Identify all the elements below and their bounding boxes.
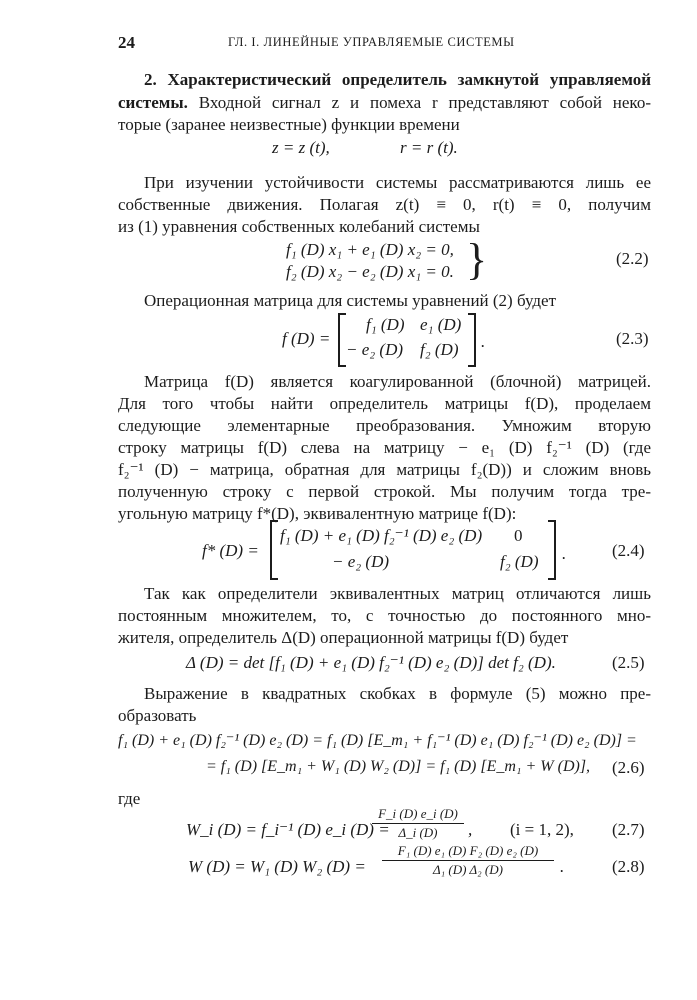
equation-2-8-number: (2.8) <box>612 857 645 876</box>
paragraph-5-line-3: жителя, определитель Δ(D) операционной матрицы f(D) будет <box>118 628 569 647</box>
equation-2-8-lhs: W (D) = W₁ (D) W₂ (D) = <box>188 857 366 876</box>
equation-2-3-m11: f₁ (D) <box>366 315 405 334</box>
section-heading-continuation: системы. <box>118 93 188 112</box>
paragraph-2-line-1: При изучении устойчивости системы рассматриваются лишь ее <box>144 173 651 192</box>
equation-2-8-denominator: Δ₁ (D) Δ₂ (D) <box>433 862 503 877</box>
equation-2-2-line-2: f₂ (D) x₂ − e₂ (D) x₁ = 0. <box>286 262 454 281</box>
paragraph-2-line-3: из (1) уравнения собственных колебаний системы <box>118 217 480 236</box>
equation-2-4-m11: f₁ (D) + e₁ (D) f₂⁻¹ (D) e₂ (D) <box>280 526 483 545</box>
paragraph-4-line-3: следующие элементарные преобразования. Умножим вторую <box>118 416 651 435</box>
paragraph-6-line-2: образовать <box>118 706 197 725</box>
equation-2-5: Δ (D) = det [f₁ (D) + e₁ (D) f₂⁻¹ (D) e₂ (D)] det f₂ (D). <box>186 653 556 672</box>
equation-2-4-right-bracket <box>548 520 556 580</box>
where-word: где <box>118 789 141 808</box>
paragraph-4-line-1: Матрица f(D) является коагулированной (блочной) матрицей. <box>144 372 651 391</box>
equation-2-4-m22: f₂ (D) <box>500 552 539 571</box>
equation-2-5-number: (2.5) <box>612 653 645 672</box>
paragraph-4-line-2: Для того чтобы найти определитель матрицы f(D), проделаем <box>118 394 651 413</box>
paragraph-3: Операционная матрица для системы уравнений (2) будет <box>144 291 557 310</box>
paragraph-1-text: Входной сигнал z и помеха r представляют собой неко- <box>187 93 651 112</box>
equation-2-2-brace: } <box>466 235 488 284</box>
equation-2-3-m22: f₂ (D) <box>420 340 459 359</box>
equation-2-7-number: (2.7) <box>612 820 645 839</box>
equation-2-2-line-1: f₁ (D) x₁ + e₁ (D) x₂ = 0, <box>286 240 454 259</box>
equation-2-7-condition: (i = 1, 2), <box>510 820 574 839</box>
page-number: 24 <box>118 33 135 52</box>
fraction-bar <box>372 823 464 824</box>
equation-2-4-period: . <box>562 544 567 563</box>
equation-2-6-line-1: f₁ (D) + e₁ (D) f₂⁻¹ (D) e₂ (D) = f₁ (D) [E_m₁ + f₁⁻¹ (D) e₁ (D) f₂⁻¹ (D) e₂ (D)] = <box>118 732 637 749</box>
paragraph-1-line-2 <box>118 92 651 114</box>
equation-2-2-number: (2.2) <box>616 249 649 268</box>
equation-2-4-m12: 0 <box>514 526 523 545</box>
equation-2-8-period: . <box>560 857 565 876</box>
equation-2-7-lhs: W_i (D) = f_i⁻¹ (D) e_i (D) = <box>186 820 390 839</box>
equation-2-3-number: (2.3) <box>616 329 649 348</box>
equation-2-4-lhs: f* (D) = <box>202 541 259 560</box>
equation-r: r = r (t). <box>400 138 458 157</box>
equation-2-7-numerator: F_i (D) e_i (D) <box>378 806 458 821</box>
equation-2-3-left-bracket <box>338 313 346 367</box>
running-head <box>118 33 650 53</box>
equation-2-8-numerator: F₁ (D) e₁ (D) F₂ (D) e₂ (D) <box>397 843 539 858</box>
paragraph-6-line-1: Выражение в квадратных скобках в формуле (5) можно пре- <box>144 684 651 703</box>
equation-2-3-m12: e₁ (D) <box>420 315 462 334</box>
equation-2-3-lhs: f (D) = <box>282 329 331 348</box>
paragraph-4-line-6: полученную строку с первой строкой. Мы получим тогда тре- <box>118 482 651 501</box>
equation-2-3-right-bracket <box>468 313 476 367</box>
paragraph-2-line-2: собственные движения. Полагая z(t) ≡ 0, r(t) ≡ 0, получим <box>118 195 651 214</box>
paragraph-4-line-4: строку матрицы f(D) слева на матрицу − e₁ (D) f₂⁻¹ (D) (где <box>118 438 651 457</box>
section-heading-text: 2. Характеристический определитель замкнутой управляемой <box>144 70 651 89</box>
equation-2-3-period: . <box>481 332 486 351</box>
paragraph-4-line-5: f₂⁻¹ (D) − матрица, обратная для матрицы f₂(D)) и сложим вновь <box>118 460 651 479</box>
equation-2-4-m21: − e₂ (D) <box>332 552 390 571</box>
equation-2-4-left-bracket <box>270 520 278 580</box>
section-heading-line-1 <box>118 69 651 91</box>
paragraph-4-line-7: угольную матрицу f*(D), эквивалентную матрице f(D): <box>118 504 517 523</box>
equation-2-6-number: (2.6) <box>612 758 645 777</box>
equation-2-4-number: (2.4) <box>612 541 645 560</box>
paragraph-5-line-1: Так как определители эквивалентных матриц отличаются лишь <box>144 584 651 603</box>
equation-2-8-fraction <box>382 843 554 878</box>
equation-2-7-denominator: Δ_i (D) <box>398 825 438 840</box>
equation-2-3-m21: − e₂ (D) <box>346 340 404 359</box>
equation-2-7-fraction <box>372 806 464 841</box>
equation-2-6-line-2: = f₁ (D) [E_m₁ + W₁ (D) W₂ (D)] = f₁ (D) [E_m₁ + W (D)], <box>206 758 591 775</box>
paragraph-1-line-3: торые (заранее неизвестные) функции времени <box>118 115 460 134</box>
fraction-bar <box>382 860 554 861</box>
paragraph-5-line-2: постоянным множителем, то, с точностью до постоянного мно- <box>118 606 651 625</box>
equation-z: z = z (t), <box>272 138 330 157</box>
chapter-title: ГЛ. I. ЛИНЕЙНЫЕ УПРАВЛЯЕМЫЕ СИСТЕМЫ <box>228 35 515 49</box>
equation-2-7-comma: , <box>468 820 473 839</box>
